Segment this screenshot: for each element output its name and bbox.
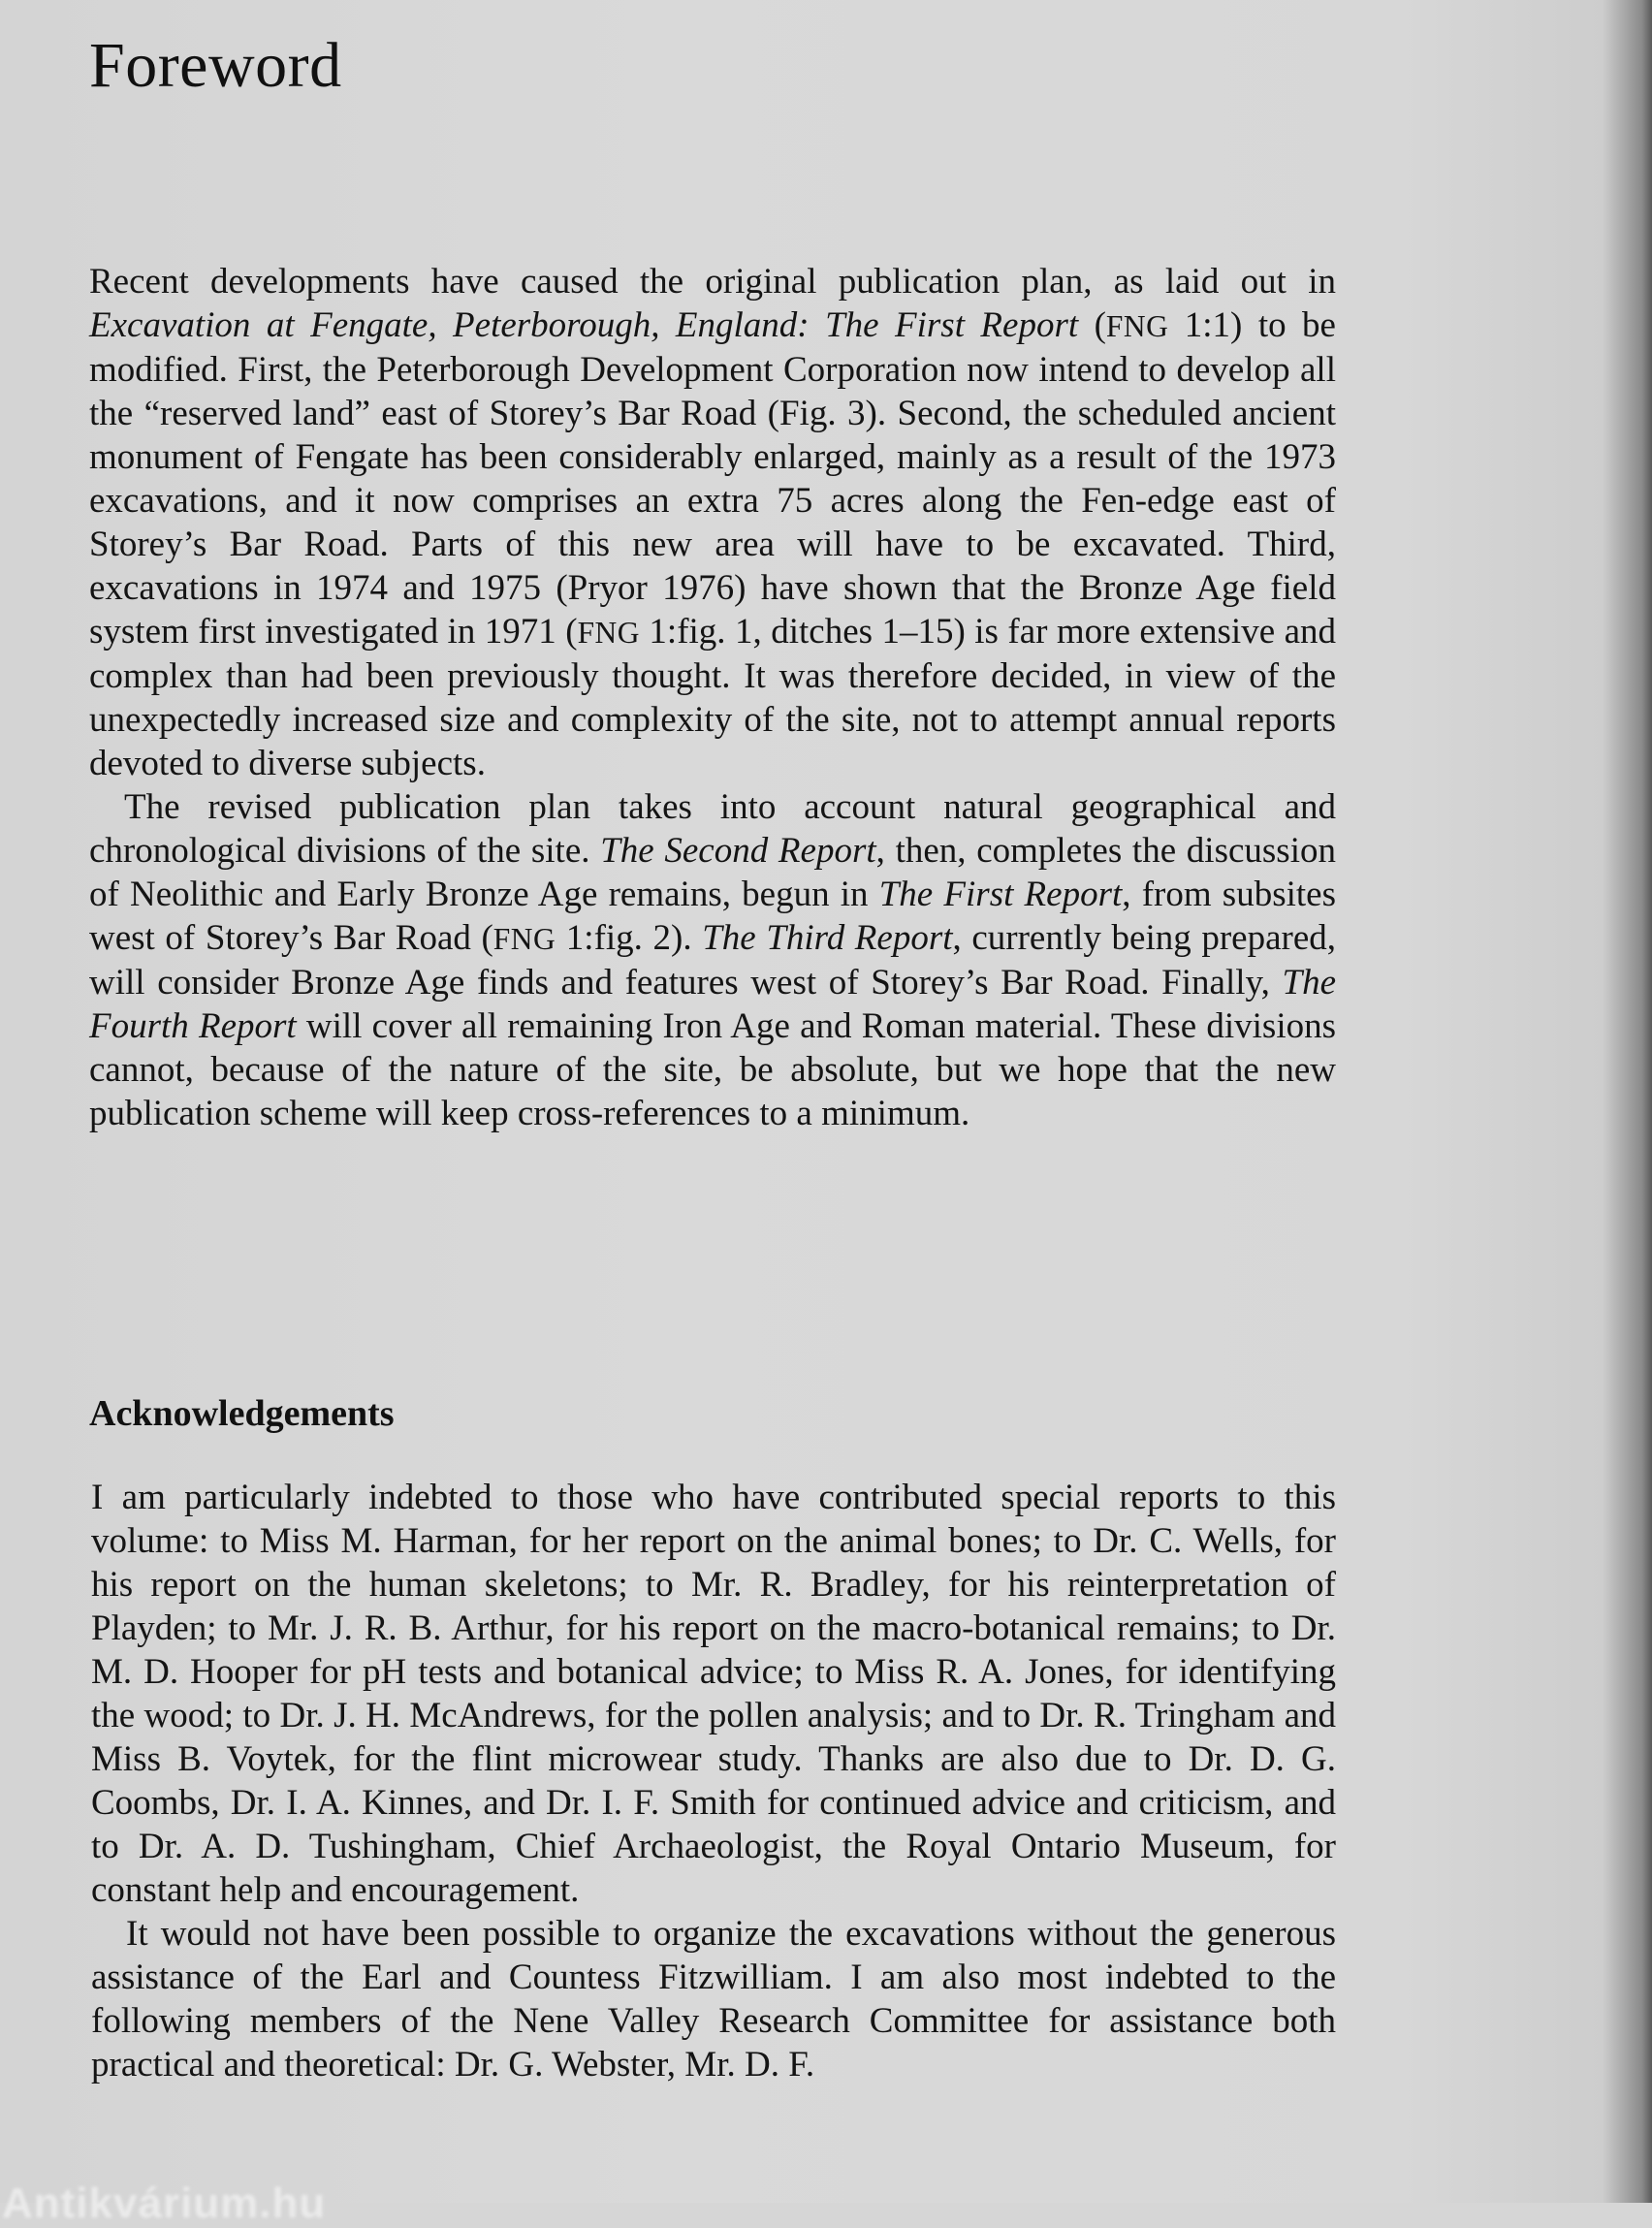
italic-title: Excavation at Fengate, Peterborough, England: The First Report [89,305,1079,345]
foreword-body [89,260,1336,1135]
text-run: 1:1) to be modified. First, the Peterborough Development Corporation now intend to develop all the “reserved land” east of Storey’s Bar Road (Fig. 3). Second, the scheduled ancient monument of Fengate has been considerably enlarged, mainly as a result of the 1973 excavations, and it now comprises an extra 75 acres along the Fen-edge east of Storey’s Bar Road. Parts of this new area will have to be excavated. Third, excavations in 1974 and 1975 (Pryor 1976) have shown that the Bronze Age field system first investigated in 1971 ( [89,305,1336,652]
text-run: It would not have been possible to organize the excavations without the generous assistance of the Earl and Countess Fitzwilliam. I am also most indebted to the following members of the Nene Valley Research Committee for assistance both practical and theoretical: Dr. G. Webster, Mr. D. F. [91,1914,1336,2085]
text-run: , then, completes the discussion of Neolithic and Early Bronze Age remains, begun in [89,831,1336,914]
italic-title: The Second Report [600,831,876,871]
text-run: I am particularly indebted to those who have contributed special reports to this volume: to Miss M. Harman, for her report on the animal bones; to Dr. C. Wells, for his report on the human skeletons; to Mr. R. Bradley, for his reinterpretation of Playden; to Mr. J. R. B. Arthur, for his report on the macro-botanical remains; to Dr. M. D. Hooper for pH tests and botanical advice; to Miss R. A. Jones, for identifying the wood; to Dr. J. H. McAndrews, for the pollen analysis; and to Dr. R. Tringham and Miss B. Voytek, for the flint microwear study. Thanks are also due to Dr. D. G. Coombs, Dr. I. A. Kinnes, and Dr. I. F. Smith for continued advice and criticism, and to Dr. A. D. Tushingham, Chief Archaeologist, the Royal Ontario Museum, for constant help and encouragement. [91,1478,1336,1910]
text-run: , from subsites west of Storey’s Bar Road ( [89,875,1336,958]
acknowledgements-paragraph-1 [91,1476,1336,1912]
foreword-paragraph-2 [89,785,1336,1135]
text-run: 1:fig. 2). [556,918,703,958]
foreword-paragraph-1 [89,260,1336,785]
acknowledgements-paragraph-2 [91,1912,1336,2086]
acknowledgements-body [91,1476,1336,2086]
text-run: Recent developments have caused the original publication plan, as laid out in [89,262,1336,302]
watermark: Antikvárium.hu [2,2180,327,2227]
text-run: ( [1078,305,1106,345]
page-title: Foreword [89,30,342,101]
text-run: The revised publication plan takes into account natural geographical and chronological divisions of the site. [89,787,1336,871]
acknowledgements-heading: Acknowledgements [89,1393,395,1434]
text-run: 1:fig. 1, ditches 1–15) is far more extensive and complex than had been previously thought. It was therefore decided, in view of the unexpectedly increased size and complexity of the site, not to attempt annual reports devoted to diverse subjects. [89,612,1336,783]
abbreviation: FNG [577,616,640,650]
italic-title: The Third Report [702,918,953,958]
italic-title: The Fourth Report [89,963,1336,1046]
abbreviation: FNG [1105,309,1169,343]
italic-title: The First Report [878,875,1123,914]
text-run: , currently being prepared, will consider Bronze Age finds and features west of Storey’s Bar Road. Finally, [89,918,1336,1003]
abbreviation: FNG [492,922,556,956]
text-run: will cover all remaining Iron Age and Roman material. These divisions cannot, because of the nature of the site, be absolute, but we hope that the new publication scheme will keep cross-references to a minimum. [89,1006,1337,1133]
